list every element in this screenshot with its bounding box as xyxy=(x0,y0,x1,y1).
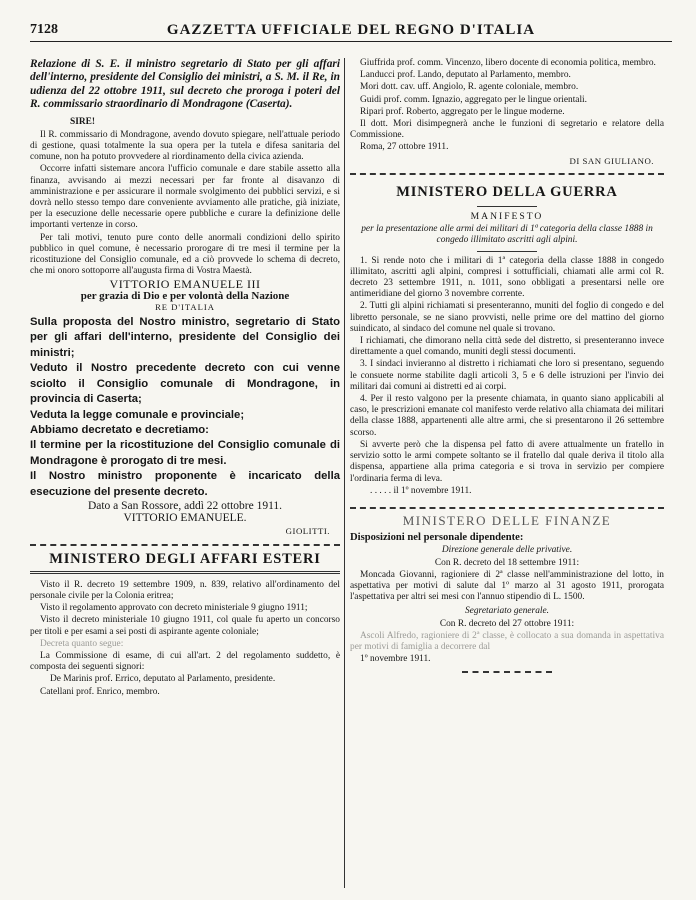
commission-member: De Marinis prof. Errico, deputato al Parlamento, presidente. xyxy=(50,674,276,685)
re-ditalia: RE D'ITALIA xyxy=(155,301,215,312)
decree-line: Veduta la legge comunale e provinciale; xyxy=(30,408,245,421)
esteri-paragraph: Visto il regolamento approvato con decreto ministeriale 9 giugno 1911; xyxy=(40,603,308,614)
gazette-title: GAZZETTA UFFICIALE DEL REGNO D'ITALIA xyxy=(166,22,536,38)
short-rule xyxy=(477,251,537,252)
column-divider xyxy=(344,58,345,888)
closing-rule xyxy=(462,671,552,673)
relazione-paragraph: Occorre infatti sistemare ancora l'ufficio comunale e dare stabile assetto alla finanza, avvisando ai mezzi necessari per far fronte al disavanzo di amministrazione e per assicurare il normale svolgimento dei pubblici servizi, e si dovrà nello stesso tempo dare conveniente avviamento alle pratiche, già iniziate, per la esecuzione delle necessarie opere pubbliche e curare la definizione delle importanti vertenze in corso. xyxy=(30,164,340,231)
esteri-paragraph: La Commissione di esame, di cui all'art. 2 del regolamento suddetto, è composta dei seguenti signori: xyxy=(30,650,340,673)
decree-line: Il termine per la ricostituzione del Consiglio comunale di Mondragone è prorogato di tre mesi. xyxy=(30,439,340,467)
heading-rule xyxy=(30,571,340,574)
decree-line: Abbiamo decretato e decretiamo: xyxy=(30,423,209,436)
page-number: 7128 xyxy=(30,22,58,37)
guerra-paragraph: 4. Per il resto valgono per la presente chiamata, in quanto siano applicabili al caso, le prescrizioni emanate col manifesto verde relativo alla chiamata dei militari della classe 1888, appartenenti alle altre armi, che si presentarono il 26 settembre scorso. xyxy=(350,394,664,438)
commission-note: Il dott. Mori disimpegnerà anche le funzioni di segretario e relatore della Commissione. xyxy=(350,119,664,141)
left-column xyxy=(30,58,340,888)
guerra-paragraph: Si avverte però che la dispensa pel fatto di avere attualmente un fratello in servizio sotto le armi compete soltanto se il fratello dal quale deriva il titolo alla dispensa, appartiene alla prima categoria e si trova in servizio per compiere l'ordinaria ferma di leva. xyxy=(350,439,664,484)
rome-date: Roma, 27 ottobre 1911. xyxy=(360,142,449,153)
guerra-paragraph: 1. Si rende noto che i militari di 1ª categoria della classe 1888 in congedo illimitato, ascritti agli alpini, compresi i sottufficiali, chiamati alle armi col R. decreto 23 settembre 1911, n. 1011, sono obbligati a presentarsi nelle ore antimeridiane del giorno 3 novembre corrente. xyxy=(350,255,664,300)
decree-line: Il Nostro ministro proponente è incaricato della esecuzione del presente decreto. xyxy=(30,470,340,498)
guerra-paragraph: I richiamati, che dimorano nella città sede del distretto, si presenteranno invece direttamente a quel comando, muniti degli stessi documenti. xyxy=(350,336,664,358)
commission-member: Giuffrida prof. comm. Vincenzo, libero docente di economia politica, membro. xyxy=(360,58,656,68)
section-divider xyxy=(30,544,340,546)
section-divider xyxy=(350,173,664,175)
esteri-paragraph: Visto il R. decreto 19 settembre 1909, n. 839, relativo all'ordinamento del personale civile per la Colonia eritrea; xyxy=(30,579,340,601)
commission-member: Ripari prof. Roberto, aggregato per le lingue moderne. xyxy=(360,106,565,117)
decree-date: Con R. decreto del 27 ottobre 1911: xyxy=(439,618,575,629)
moncada-entry: Moncada Giovanni, ragioniere di 2ª classe nell'amministrazione del lotto, in aspettativa per motivi di salute dal 1º marzo al 31 agosto 1911, prorogata l'aspettativa per altri sei mesi con l'annuo stipendio di L. 1500. xyxy=(350,569,664,603)
commission-member: Catellani prof. Enrico, membro. xyxy=(40,686,160,697)
guerra-date: . . . . . il 1º novembre 1911. xyxy=(370,485,472,496)
minister-signature: DI SAN GIULIANO. xyxy=(569,155,654,166)
short-rule xyxy=(477,206,537,207)
ministry-guerra-heading: MINISTERO DELLA GUERRA xyxy=(396,183,618,200)
decree-line: Sulla proposta del Nostro ministro, segretario di Stato per gli affari dell'interno, presidente del Consiglio dei ministri; xyxy=(30,316,340,359)
manifesto-subtitle: per la presentazione alle armi dei militari di 1ª categoria della classe 1888 in congedo illimitato ascritti agli alpini. xyxy=(361,224,653,246)
grazia-line: per grazia di Dio e per volontà della Nazione xyxy=(80,289,290,302)
commission-member: Mori dott. cav. uff. Angiolo, R. agente coloniale, membro. xyxy=(360,82,579,93)
king-name: VITTORIO EMANUELE III xyxy=(109,277,261,292)
disposizioni-heading: Disposizioni nel personale dipendente: xyxy=(350,532,524,544)
segretariato-heading: Segretariato generale. xyxy=(464,606,549,617)
final-date: 1º novembre 1911. xyxy=(360,654,431,665)
page-header xyxy=(30,22,672,42)
direzione-heading: Direzione generale delle privative. xyxy=(441,545,573,556)
esteri-paragraph: Visto il decreto ministeriale 10 giugno 1911, col quale fu aperto un concorso per titoli e per esami a sei posti di aspirante agente coloniale; xyxy=(30,615,340,637)
relazione-paragraph: Il R. commissario di Mondragone, avendo dovuto spiegare, nell'attuale periodo di gestione, quasi totalmente la sua opera per la tutela e difesa sanitaria del comune, non ha potuto provvedere al riordinamento della civica azienda. xyxy=(30,129,340,163)
header-rule xyxy=(30,41,672,42)
countersignature: GIOLITTI. xyxy=(285,526,330,537)
commission-member: Guidi prof. comm. Ignazio, aggregato per le lingue orientali. xyxy=(360,94,588,105)
dato-line: Dato a San Rossore, addì 22 ottobre 1911. xyxy=(87,499,283,512)
king-signature: VITTORIO EMANUELE. xyxy=(123,512,247,525)
decree-line: Veduto il Nostro precedente decreto con cui venne sciolto il Consiglio comunale di Mondragone, in provincia di Caserta; xyxy=(30,362,340,406)
guerra-paragraph: 3. I sindaci invieranno al distretto i richiamati che loro si presentano, seguendo le consuete norme stabilite dagli articoli 3, 5 e 6 delle istruzioni per l'invio dei militari dai comuni ai distretti ed ai corpi. xyxy=(350,359,664,392)
sire-salutation: SIRE! xyxy=(70,116,96,127)
decree-date: Con R. decreto del 18 settembre 1911: xyxy=(434,557,580,568)
decree-body xyxy=(30,315,340,500)
commission-member: Landucci prof. Lando, deputato al Parlamento, membro. xyxy=(360,70,571,81)
relazione-heading: Relazione di S. E. il ministro segretario di Stato per gli affari dell'interno, presidente del Consiglio dei ministri, a S. M. il Re, in udienza del 22 ottobre 1911, sul decreto che proroga i poteri del R. commissario straordinario di Mondragone (Caserta). xyxy=(30,58,340,111)
guerra-paragraph: 2. Tutti gli alpini richiamati si presenteranno, muniti del foglio di congedo e del libretto personale, se ne siano provvisti, nelle prime ore del mattino del giorno suindicato, al sindaco del comune nel quale si trovano. xyxy=(350,301,664,334)
relazione-paragraph: Per tali motivi, tenuto pure conto delle anormali condizioni dello spirito pubblico in quel comune, è necessario prorogare di tre mesi il termine per la ricostituzione del Consiglio comunale, ed a ciò provvede lo schema di decreto, che mi onoro sottoporre all'augusta firma di Vostra Maestà. xyxy=(30,232,340,277)
faded-entry: Ascoli Alfredo, ragioniere di 2ª classe, è collocato a sua domanda in aspettativa per motivi di famiglia a decorrere dal xyxy=(350,630,664,652)
section-divider xyxy=(350,507,664,509)
esteri-paragraph: Decreta quanto segue: xyxy=(40,638,124,649)
ministry-esteri-heading: MINISTERO DEGLI AFFARI ESTERI xyxy=(49,550,321,567)
right-column xyxy=(350,58,664,888)
manifesto-label: MANIFESTO xyxy=(470,211,544,223)
ministry-finanze-heading: MINISTERO DELLE FINANZE xyxy=(402,512,612,528)
